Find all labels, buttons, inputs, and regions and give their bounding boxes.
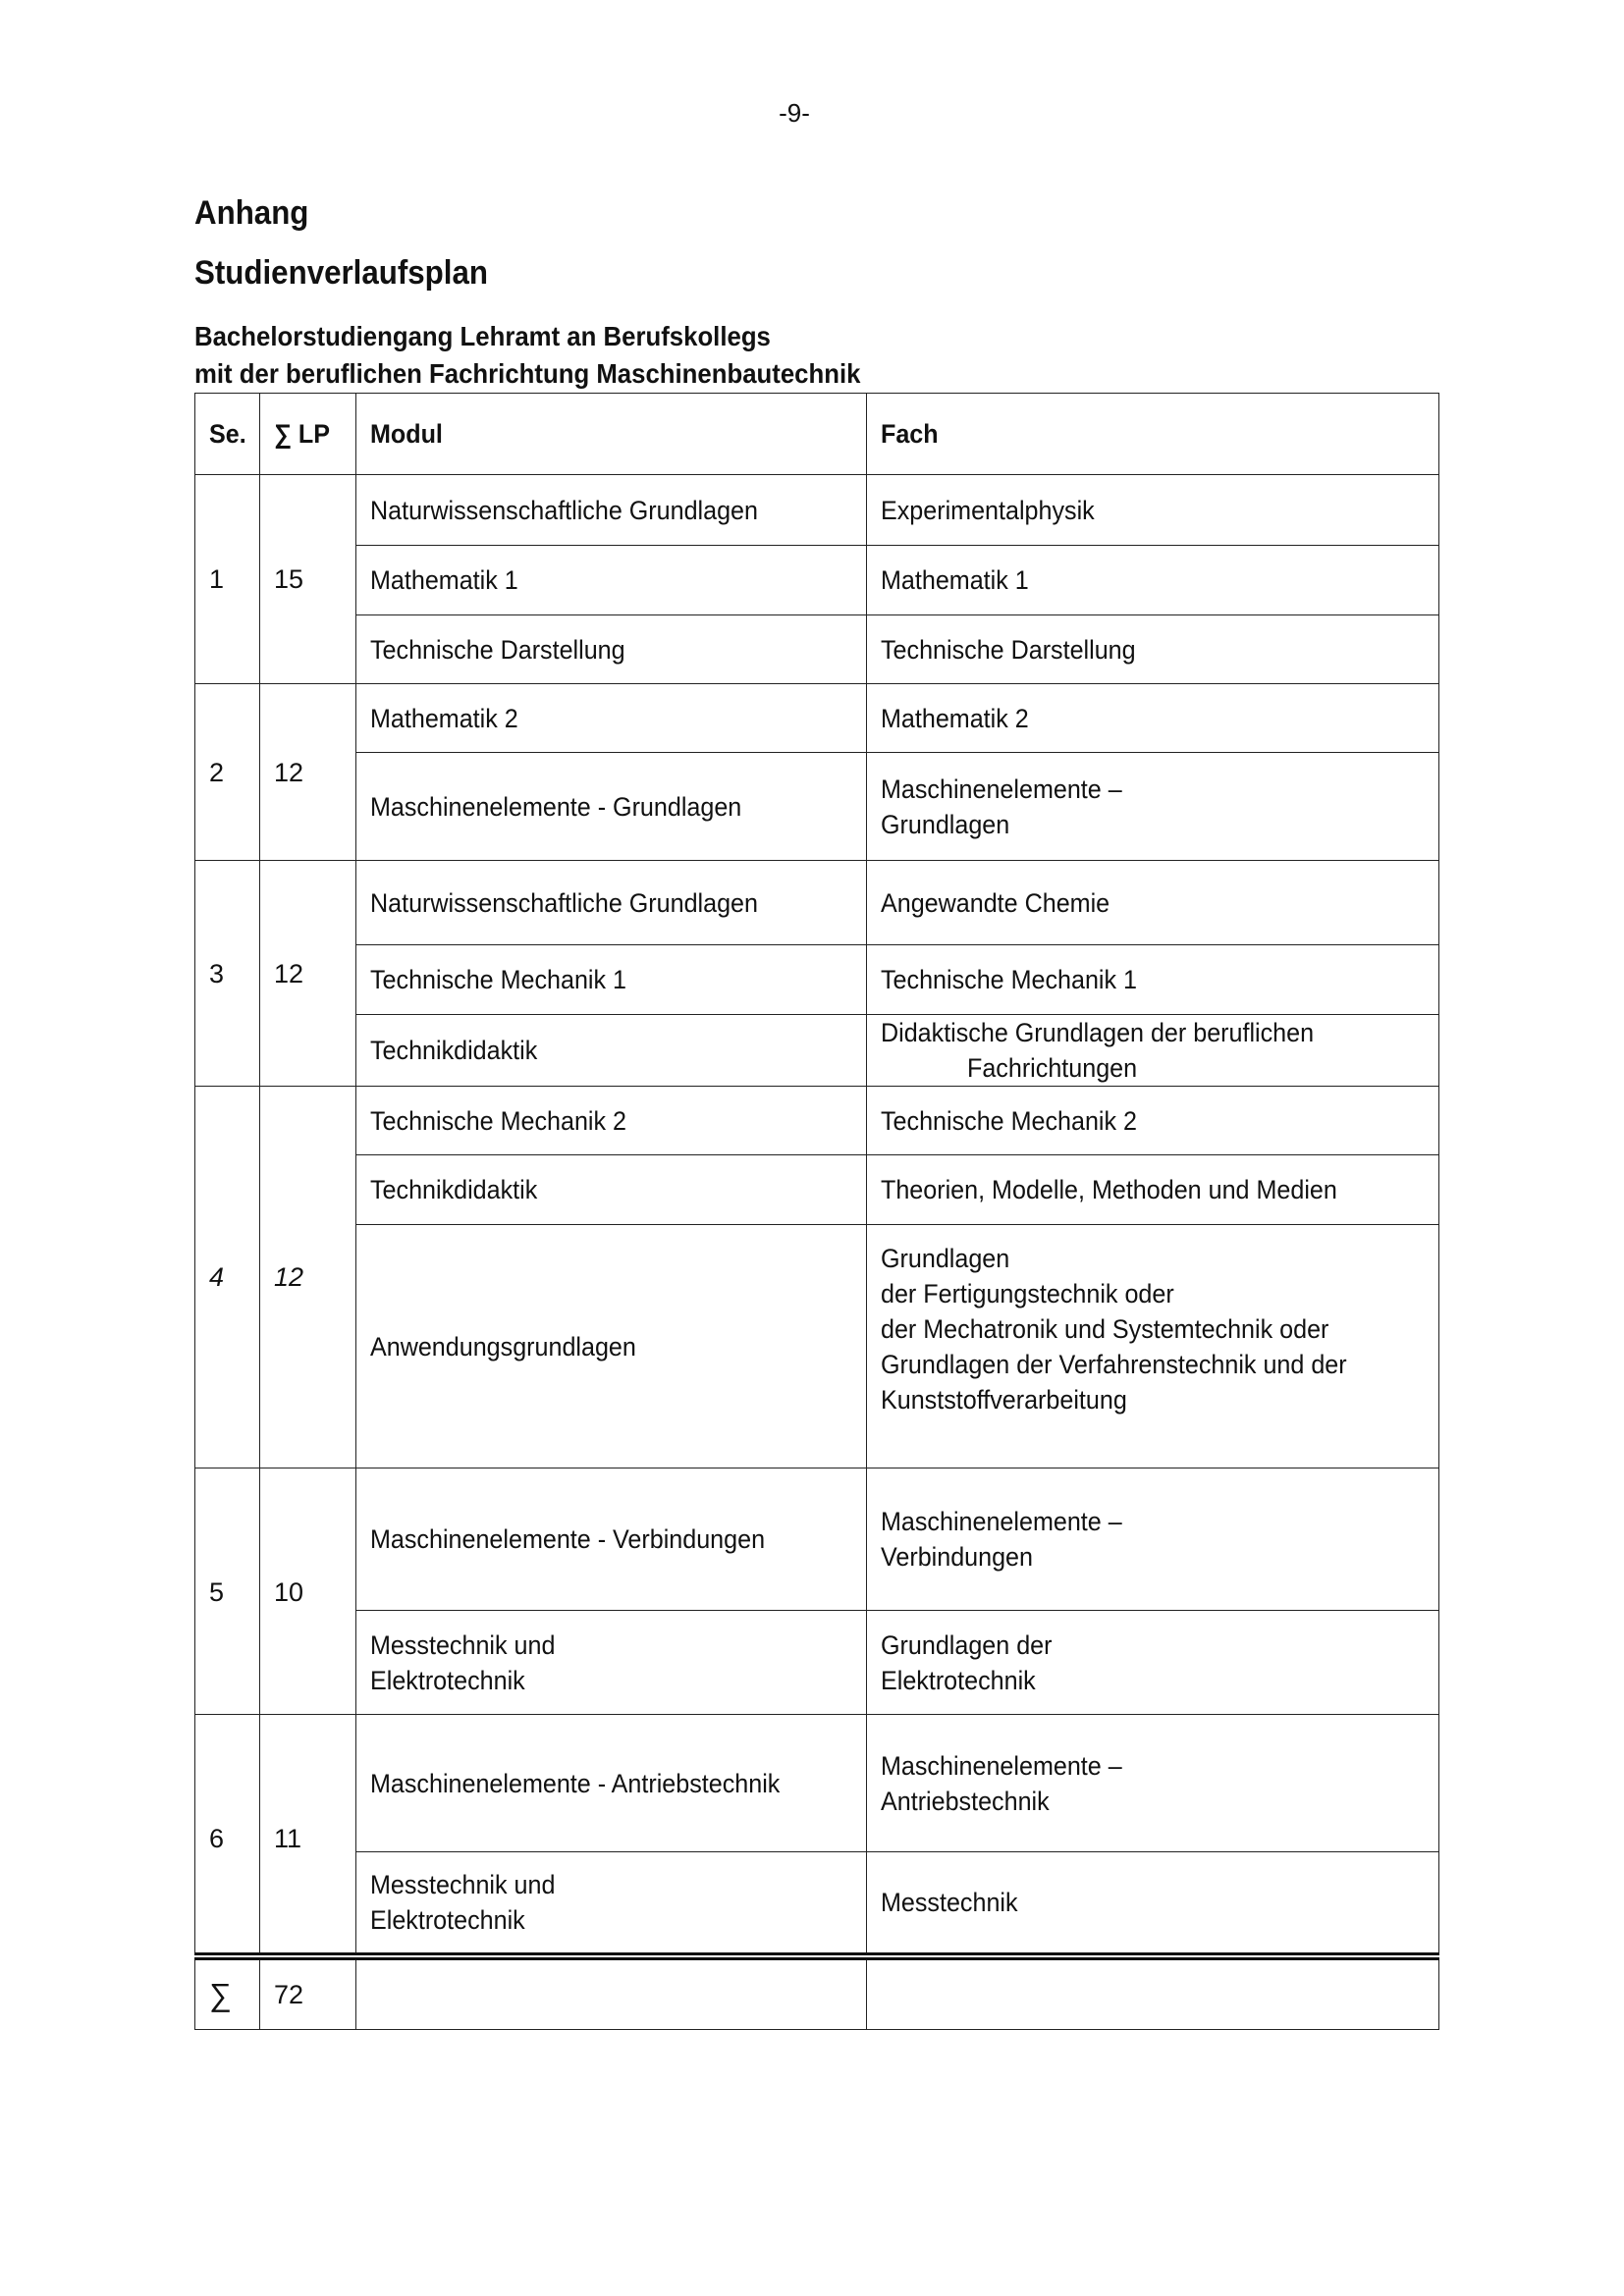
modul-cell: Mathematik 1 [356, 546, 867, 615]
table-row [195, 1155, 1439, 1225]
fach-cell: Theorien, Modelle, Methoden und Medien [867, 1155, 1439, 1225]
fach-cell: Maschinenelemente – Antriebstechnik [867, 1715, 1439, 1852]
program-title-line2: mit der beruflichen Fachrichtung Maschinenbautechnik [194, 358, 861, 389]
lp-cell: 10 [260, 1468, 356, 1715]
modul-cell: Naturwissenschaftliche Grundlagen [356, 861, 867, 945]
fach-cell: Didaktische Grundlagen der beruflichen Fachrichtungen [867, 1015, 1439, 1087]
table-row [195, 1715, 1439, 1852]
modul-cell: Technische Mechanik 1 [356, 945, 867, 1015]
table-row [195, 1225, 1439, 1468]
program-title [194, 318, 860, 393]
lp-cell: 12 [260, 684, 356, 861]
sum-row [195, 1956, 1439, 2030]
sum-fach-empty [867, 1956, 1439, 2030]
fach-cell: Angewandte Chemie [867, 861, 1439, 945]
program-title-line1: Bachelorstudiengang Lehramt an Berufskollegs [194, 321, 771, 351]
modul-cell: Technische Mechanik 2 [356, 1087, 867, 1155]
heading-anhang: Anhang [194, 194, 309, 232]
fach-cell: Mathematik 2 [867, 684, 1439, 753]
fach-cell: Technische Mechanik 1 [867, 945, 1439, 1015]
fach-cell: Messtechnik [867, 1852, 1439, 1956]
table-row [195, 1015, 1439, 1087]
header-fach: Fach [867, 394, 1439, 475]
sum-lp: 72 [260, 1956, 356, 2030]
table-row [195, 945, 1439, 1015]
table-row [195, 475, 1439, 546]
table-row [195, 753, 1439, 861]
modul-cell: Anwendungsgrundlagen [356, 1225, 867, 1468]
table-row [195, 1611, 1439, 1715]
header-semester: Se. [195, 394, 260, 475]
fach-cell: Maschinenelemente – Grundlagen [867, 753, 1439, 861]
fach-cell: Experimentalphysik [867, 475, 1439, 546]
modul-cell: Maschinenelemente - Grundlagen [356, 753, 867, 861]
lp-cell: 11 [260, 1715, 356, 1956]
lp-cell: 12 [260, 1087, 356, 1468]
modul-cell: Technische Darstellung [356, 615, 867, 684]
page-number: -9- [779, 98, 810, 128]
sum-symbol: ∑ [195, 1956, 260, 2030]
fach-cell: Technische Darstellung [867, 615, 1439, 684]
modul-cell: Messtechnik und Elektrotechnik [356, 1852, 867, 1956]
semester-cell: 1 [195, 475, 260, 684]
fach-cell: Technische Mechanik 2 [867, 1087, 1439, 1155]
lp-cell: 12 [260, 861, 356, 1087]
modul-cell: Maschinenelemente - Verbindungen [356, 1468, 867, 1611]
semester-cell: 6 [195, 1715, 260, 1956]
table-row [195, 1852, 1439, 1956]
header-lp: ∑ LP [260, 394, 356, 475]
table-header-row [195, 394, 1439, 475]
table-row [195, 546, 1439, 615]
lp-cell: 15 [260, 475, 356, 684]
fach-cell: Grundlagen der Elektrotechnik [867, 1611, 1439, 1715]
modul-cell: Technikdidaktik [356, 1015, 867, 1087]
semester-cell: 2 [195, 684, 260, 861]
modul-cell: Technikdidaktik [356, 1155, 867, 1225]
sum-modul-empty [356, 1956, 867, 2030]
heading-studienverlaufsplan: Studienverlaufsplan [194, 254, 488, 292]
fach-cell: Mathematik 1 [867, 546, 1439, 615]
modul-cell: Messtechnik und Elektrotechnik [356, 1611, 867, 1715]
fach-cell: Maschinenelemente – Verbindungen [867, 1468, 1439, 1611]
semester-cell: 5 [195, 1468, 260, 1715]
table-row [195, 684, 1439, 753]
table-row [195, 1468, 1439, 1611]
table-row [195, 1087, 1439, 1155]
modul-cell: Mathematik 2 [356, 684, 867, 753]
header-modul: Modul [356, 394, 867, 475]
study-plan-table [194, 393, 1439, 2030]
modul-cell: Maschinenelemente - Antriebstechnik [356, 1715, 867, 1852]
fach-cell: Grundlagen der Fertigungstechnik oder der Mechatronik und Systemtechnik oder Grundlagen der Verfahrenstechnik und der Kunststoffverarbeitung [867, 1225, 1439, 1468]
table-row [195, 861, 1439, 945]
modul-cell: Naturwissenschaftliche Grundlagen [356, 475, 867, 546]
semester-cell: 4 [195, 1087, 260, 1468]
table-row [195, 615, 1439, 684]
semester-cell: 3 [195, 861, 260, 1087]
